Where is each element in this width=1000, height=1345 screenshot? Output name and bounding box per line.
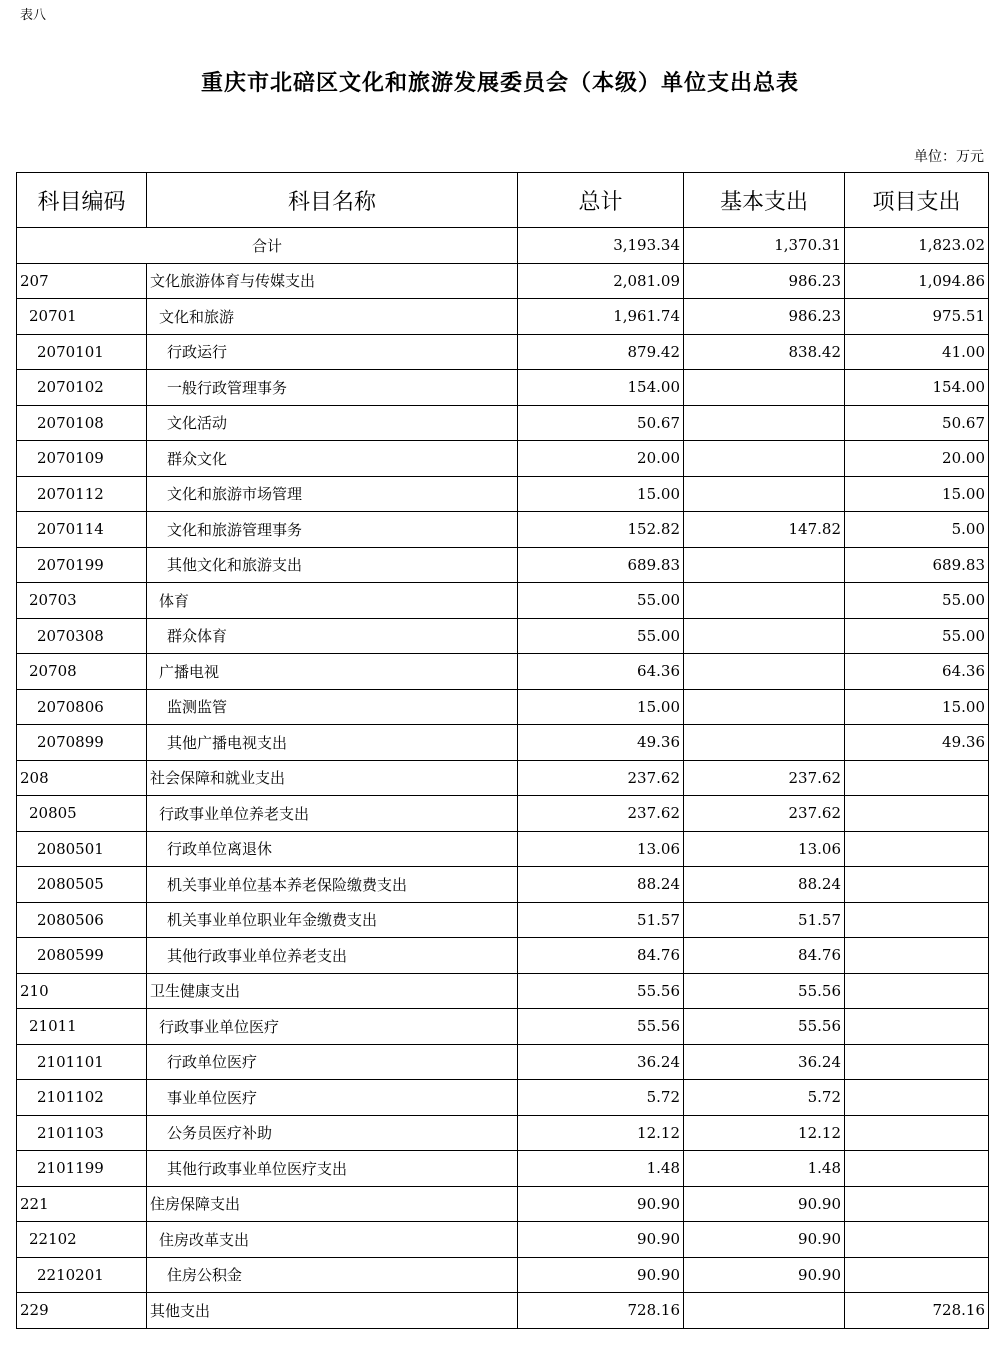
expenditure-table — [16, 172, 989, 1329]
row-project: 689.83 — [845, 547, 989, 583]
row-basic: 36.24 — [684, 1044, 845, 1080]
table-row — [17, 618, 989, 654]
row-code: 2070108 — [17, 405, 147, 441]
row-name: 行政单位医疗 — [147, 1044, 518, 1080]
header-basic: 基本支出 — [684, 173, 845, 228]
row-name: 文化和旅游 — [147, 299, 518, 335]
row-code: 2070114 — [17, 512, 147, 548]
summary-basic: 1,370.31 — [684, 228, 845, 264]
row-name: 公务员医疗补助 — [147, 1115, 518, 1151]
row-total: 5.72 — [518, 1080, 684, 1116]
row-project: 975.51 — [845, 299, 989, 335]
row-project: 15.00 — [845, 476, 989, 512]
row-name: 文化旅游体育与传媒支出 — [147, 263, 518, 299]
row-project — [845, 796, 989, 832]
row-name: 文化和旅游管理事务 — [147, 512, 518, 548]
row-code: 210 — [17, 973, 147, 1009]
row-total: 879.42 — [518, 334, 684, 370]
table-row — [17, 1080, 989, 1116]
row-code: 2080505 — [17, 867, 147, 903]
row-basic: 88.24 — [684, 867, 845, 903]
table-row — [17, 370, 989, 406]
row-name: 住房公积金 — [147, 1257, 518, 1293]
row-code: 2070112 — [17, 476, 147, 512]
row-basic — [684, 405, 845, 441]
row-project — [845, 973, 989, 1009]
row-code: 2080501 — [17, 831, 147, 867]
row-project — [845, 760, 989, 796]
table-row — [17, 867, 989, 903]
row-project — [845, 902, 989, 938]
row-project: 55.00 — [845, 618, 989, 654]
row-total: 55.00 — [518, 618, 684, 654]
table-row — [17, 547, 989, 583]
table-row — [17, 512, 989, 548]
table-row — [17, 1151, 989, 1187]
row-name: 卫生健康支出 — [147, 973, 518, 1009]
row-total: 36.24 — [518, 1044, 684, 1080]
row-total: 84.76 — [518, 938, 684, 974]
row-total: 728.16 — [518, 1293, 684, 1329]
row-project: 55.00 — [845, 583, 989, 619]
row-total: 12.12 — [518, 1115, 684, 1151]
row-code: 2101102 — [17, 1080, 147, 1116]
row-basic: 147.82 — [684, 512, 845, 548]
row-project: 154.00 — [845, 370, 989, 406]
table-row — [17, 902, 989, 938]
row-name: 其他文化和旅游支出 — [147, 547, 518, 583]
table-header-row — [17, 173, 989, 228]
table-row — [17, 973, 989, 1009]
header-project: 项目支出 — [845, 173, 989, 228]
row-code: 2080599 — [17, 938, 147, 974]
row-basic — [684, 476, 845, 512]
row-code: 208 — [17, 760, 147, 796]
row-project: 50.67 — [845, 405, 989, 441]
row-project: 15.00 — [845, 689, 989, 725]
row-basic: 237.62 — [684, 760, 845, 796]
row-total: 152.82 — [518, 512, 684, 548]
row-name: 机关事业单位基本养老保险缴费支出 — [147, 867, 518, 903]
table-row — [17, 1044, 989, 1080]
row-basic — [684, 654, 845, 690]
row-project — [845, 1186, 989, 1222]
row-project: 5.00 — [845, 512, 989, 548]
row-project — [845, 867, 989, 903]
table-row — [17, 441, 989, 477]
row-total: 237.62 — [518, 796, 684, 832]
row-total: 90.90 — [518, 1186, 684, 1222]
row-code: 207 — [17, 263, 147, 299]
header-total: 总计 — [518, 173, 684, 228]
row-name: 社会保障和就业支出 — [147, 760, 518, 796]
table-number-label: 表八 — [20, 8, 47, 23]
table-row — [17, 405, 989, 441]
row-code: 2070102 — [17, 370, 147, 406]
row-basic: 51.57 — [684, 902, 845, 938]
table-row — [17, 831, 989, 867]
row-project — [845, 938, 989, 974]
row-basic — [684, 1293, 845, 1329]
row-basic — [684, 689, 845, 725]
row-project — [845, 1222, 989, 1258]
row-basic — [684, 583, 845, 619]
table-row — [17, 1257, 989, 1293]
row-total: 13.06 — [518, 831, 684, 867]
row-project: 41.00 — [845, 334, 989, 370]
row-project — [845, 1009, 989, 1045]
table-row — [17, 263, 989, 299]
row-total: 1.48 — [518, 1151, 684, 1187]
row-code: 2101101 — [17, 1044, 147, 1080]
row-basic: 90.90 — [684, 1222, 845, 1258]
table-row — [17, 583, 989, 619]
row-name: 行政单位离退休 — [147, 831, 518, 867]
row-code: 221 — [17, 1186, 147, 1222]
row-basic: 13.06 — [684, 831, 845, 867]
row-total: 49.36 — [518, 725, 684, 761]
row-code: 229 — [17, 1293, 147, 1329]
table-row — [17, 938, 989, 974]
row-total: 55.56 — [518, 973, 684, 1009]
row-code: 2070199 — [17, 547, 147, 583]
row-code: 21011 — [17, 1009, 147, 1045]
unit-label: 单位：万元 — [914, 149, 984, 165]
table-row — [17, 299, 989, 335]
row-code: 20805 — [17, 796, 147, 832]
row-basic — [684, 725, 845, 761]
row-name: 群众文化 — [147, 441, 518, 477]
table-row — [17, 1009, 989, 1045]
row-total: 2,081.09 — [518, 263, 684, 299]
row-project: 728.16 — [845, 1293, 989, 1329]
row-total: 15.00 — [518, 476, 684, 512]
row-total: 55.56 — [518, 1009, 684, 1045]
row-project: 1,094.86 — [845, 263, 989, 299]
row-name: 住房改革支出 — [147, 1222, 518, 1258]
row-code: 2070308 — [17, 618, 147, 654]
row-name: 文化和旅游市场管理 — [147, 476, 518, 512]
row-name: 事业单位医疗 — [147, 1080, 518, 1116]
header-name: 科目名称 — [147, 173, 518, 228]
row-project — [845, 1151, 989, 1187]
page-title: 重庆市北碚区文化和旅游发展委员会（本级）单位支出总表 — [200, 70, 799, 96]
row-name: 行政事业单位养老支出 — [147, 796, 518, 832]
row-total: 88.24 — [518, 867, 684, 903]
row-total: 90.90 — [518, 1257, 684, 1293]
row-project — [845, 1115, 989, 1151]
row-total: 1,961.74 — [518, 299, 684, 335]
row-basic: 55.56 — [684, 1009, 845, 1045]
table-row — [17, 1186, 989, 1222]
table-row — [17, 689, 989, 725]
row-project — [845, 1080, 989, 1116]
row-basic: 237.62 — [684, 796, 845, 832]
row-basic — [684, 547, 845, 583]
table-row — [17, 725, 989, 761]
row-name: 一般行政管理事务 — [147, 370, 518, 406]
table-row — [17, 796, 989, 832]
row-code: 2070899 — [17, 725, 147, 761]
row-name: 其他支出 — [147, 1293, 518, 1329]
table-row — [17, 1115, 989, 1151]
row-name: 行政运行 — [147, 334, 518, 370]
row-total: 20.00 — [518, 441, 684, 477]
row-project — [845, 831, 989, 867]
row-project — [845, 1044, 989, 1080]
row-total: 15.00 — [518, 689, 684, 725]
table-row — [17, 334, 989, 370]
row-project: 20.00 — [845, 441, 989, 477]
row-project: 64.36 — [845, 654, 989, 690]
summary-label: 合计 — [17, 228, 518, 264]
row-name: 监测监管 — [147, 689, 518, 725]
row-code: 2080506 — [17, 902, 147, 938]
row-basic: 1.48 — [684, 1151, 845, 1187]
row-project — [845, 1257, 989, 1293]
table-row — [17, 1222, 989, 1258]
row-total: 51.57 — [518, 902, 684, 938]
summary-row — [17, 228, 989, 264]
row-project: 49.36 — [845, 725, 989, 761]
row-code: 2070101 — [17, 334, 147, 370]
row-total: 689.83 — [518, 547, 684, 583]
summary-total: 3,193.34 — [518, 228, 684, 264]
row-total: 154.00 — [518, 370, 684, 406]
row-basic: 84.76 — [684, 938, 845, 974]
row-total: 237.62 — [518, 760, 684, 796]
row-total: 64.36 — [518, 654, 684, 690]
row-basic: 986.23 — [684, 263, 845, 299]
row-name: 机关事业单位职业年金缴费支出 — [147, 902, 518, 938]
row-basic: 5.72 — [684, 1080, 845, 1116]
row-code: 22102 — [17, 1222, 147, 1258]
row-code: 2070109 — [17, 441, 147, 477]
row-name: 其他行政事业单位养老支出 — [147, 938, 518, 974]
table-row — [17, 654, 989, 690]
row-basic: 90.90 — [684, 1257, 845, 1293]
row-code: 20701 — [17, 299, 147, 335]
row-name: 广播电视 — [147, 654, 518, 690]
row-name: 文化活动 — [147, 405, 518, 441]
row-code: 2101199 — [17, 1151, 147, 1187]
row-total: 55.00 — [518, 583, 684, 619]
row-code: 20703 — [17, 583, 147, 619]
row-basic — [684, 618, 845, 654]
row-basic: 12.12 — [684, 1115, 845, 1151]
table-row — [17, 476, 989, 512]
row-name: 体育 — [147, 583, 518, 619]
row-name: 群众体育 — [147, 618, 518, 654]
header-code: 科目编码 — [17, 173, 147, 228]
row-code: 20708 — [17, 654, 147, 690]
row-name: 行政事业单位医疗 — [147, 1009, 518, 1045]
row-total: 50.67 — [518, 405, 684, 441]
row-basic — [684, 441, 845, 477]
summary-project: 1,823.02 — [845, 228, 989, 264]
row-basic — [684, 370, 845, 406]
table-row — [17, 760, 989, 796]
row-name: 其他行政事业单位医疗支出 — [147, 1151, 518, 1187]
row-total: 90.90 — [518, 1222, 684, 1258]
table-row — [17, 1293, 989, 1329]
row-code: 2101103 — [17, 1115, 147, 1151]
row-name: 其他广播电视支出 — [147, 725, 518, 761]
row-basic: 90.90 — [684, 1186, 845, 1222]
row-name: 住房保障支出 — [147, 1186, 518, 1222]
row-code: 2070806 — [17, 689, 147, 725]
row-basic: 838.42 — [684, 334, 845, 370]
row-code: 2210201 — [17, 1257, 147, 1293]
row-basic: 55.56 — [684, 973, 845, 1009]
row-basic: 986.23 — [684, 299, 845, 335]
